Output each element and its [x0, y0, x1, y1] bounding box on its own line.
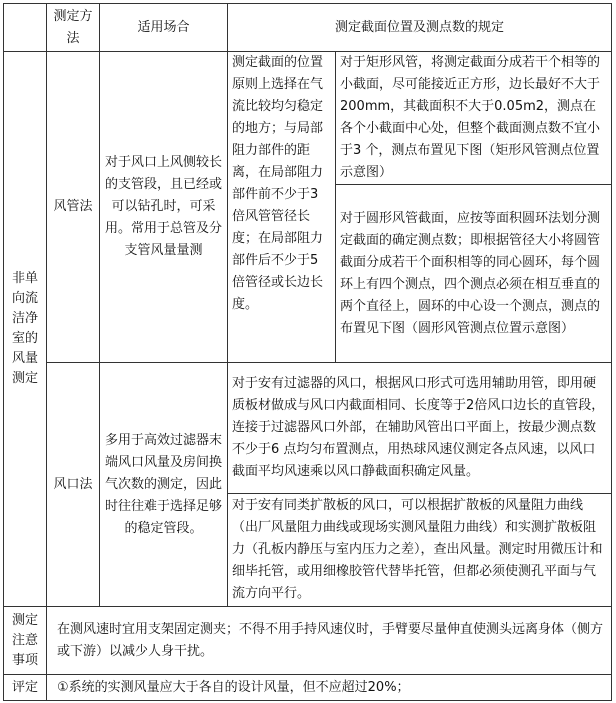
evaluation-label: 评定	[4, 675, 47, 701]
table-header-row	[4, 4, 612, 52]
outlet-method-label: 风口法	[47, 363, 100, 607]
outlet-filter-rule: 对于安有过滤器的风口，根据风口形式可选用辅助用管，即用硬质板材做成与风口内截面相同、长度等于2倍风口边长的直管段，连接于过滤器风口外部，在辅助风管出口平面上，按最少测点数不少于6 点均匀布置测点，用热球风速仪测定各点风速，以风口截面平均风速乘以风口静截面积确定风量。	[228, 363, 612, 494]
category-label: 非单向流洁净室的风量测定	[4, 52, 47, 607]
evaluation-row	[4, 675, 612, 701]
duct-round-rule: 对于圆形风管截面，应按等面积圆环法划分测定截面的确定测点数；即根据管径大小将圆管截面分成若干个面积相等的同心圆环，每个圆环上有四个测点，四个测点必须在相互垂直的两个直径上，圆环的中心设一个测点，测点的布置见下图（圆形风管测点位置示意图）	[336, 185, 612, 363]
evaluation-text: ①系统的实测风量应大于各自的设计风量，但不应超过20%；	[47, 675, 612, 701]
notes-row	[4, 607, 612, 675]
air-volume-measurement-table	[3, 3, 612, 701]
duct-method-scene: 对于风口上风侧较长的支管段，且已经或可以钻孔时，可采用。常用于总管及分支管风量量测	[100, 52, 228, 363]
outlet-row-filter	[4, 363, 612, 494]
outlet-method-scene: 多用于高效过滤器末端风口风量及房间换气次数的测定，因此时往往难于选择足够的稳定管段。	[100, 363, 228, 607]
header-empty-cell	[4, 4, 47, 52]
notes-text: 在测风速时宜用支架固定测夹；不得不用手持风速仪时，手臂要尽量伸直使测头远离身体（侧方或下游）以减少人身干扰。	[47, 607, 612, 675]
header-scene: 适用场合	[100, 4, 228, 52]
duct-method-position: 测定截面的位置原则上选择在气流比较均匀稳定的地方；与局部阻力部件的距离，在局部阻力部件前不少于3 倍风管管径长度；在局部阻力部件后不少于5 倍管径或长边长度。	[228, 52, 336, 363]
header-rule: 测定截面位置及测点数的规定	[228, 4, 612, 52]
header-method: 测定方法	[47, 4, 100, 52]
duct-method-label: 风管法	[47, 52, 100, 363]
outlet-diffuser-rule: 对于安有同类扩散板的风口，可以根据扩散板的风量阻力曲线（出厂风量阻力曲线或现场实测风量阻力曲线）和实测扩散板阻力（孔板内静压与室内压力之差），查出风量。测定时用微压计和细毕托管，或用细橡胶管代替毕托管，但都必须使测孔平面与气流方向平行。	[228, 494, 612, 607]
duct-row-rect	[4, 52, 612, 185]
duct-rect-rule: 对于矩形风管，将测定截面分成若干个相等的小截面，尽可能接近正方形，边长最好不大于200mm，其截面积不大于0.05m2，测点在各个小截面中心处，但整个截面测点数不宜小于3 个，测点布置见下图（矩形风管测点位置示意图）	[336, 52, 612, 185]
notes-label: 测定注意事项	[4, 607, 47, 675]
